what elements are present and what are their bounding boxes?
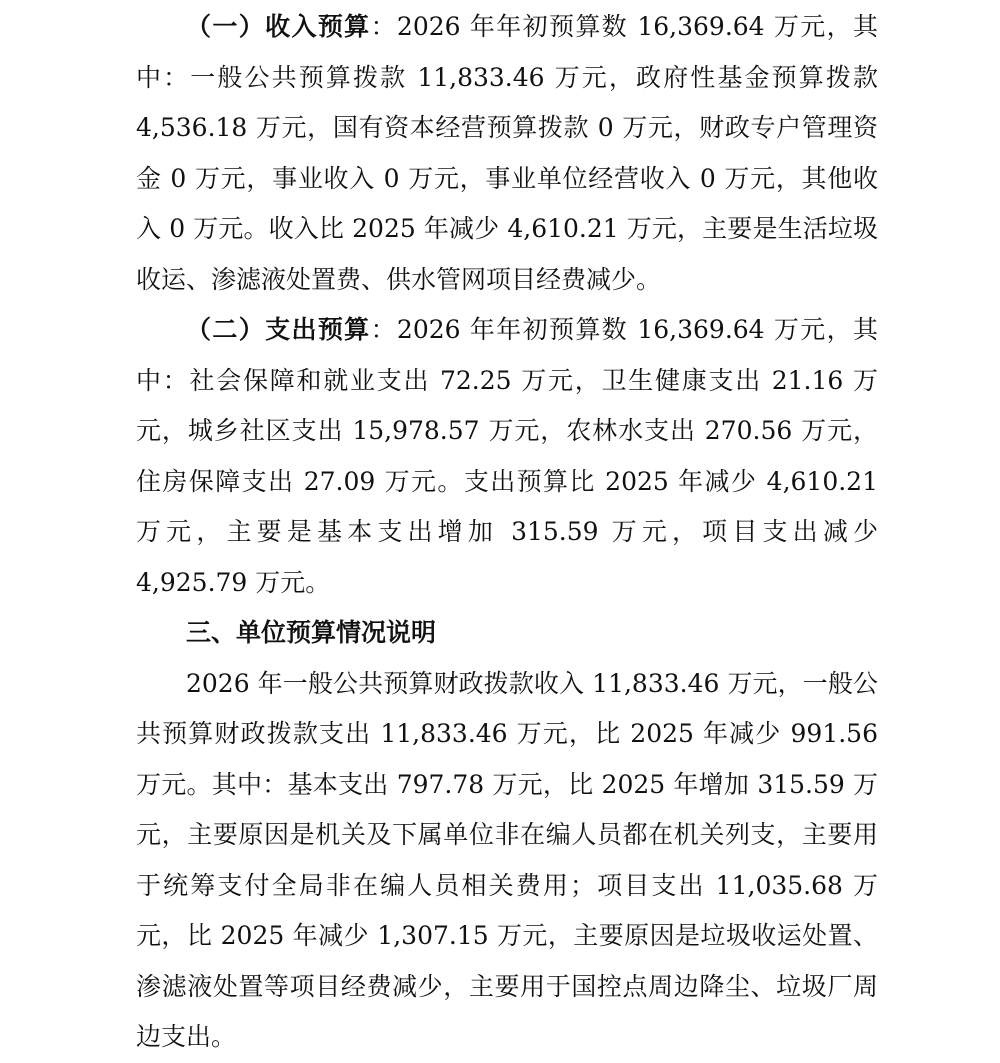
document-page	[136, 2, 878, 1063]
expenditure-budget-lead: （二）支出预算	[186, 315, 371, 344]
expenditure-budget-text: ：2026 年年初预算数 16,369.64 万元，其中：社会保障和就业支出 72.25 万元，卫生健康支出 21.16 万元，城乡社区支出 15,978.57 万元，农林水支出 270.56 万元，住房保障支出 27.09 万元。支出预算比 2025 年减少 4,610.21 万元，主要是基本支出增加 315.59 万元，项目支出减少 4,925.79 万元。	[136, 315, 878, 597]
unit-budget-paragraph: 2026 年一般公共预算财政拨款收入 11,833.46 万元，一般公共预算财政拨款支出 11,833.46 万元，比 2025 年减少 991.56 万元。其中：基本支出 797.78 万元，比 2025 年增加 315.59 万元，主要原因是机关及下属单位非在编人员都在机关列支，主要用于统筹支付全局非在编人员相关费用；项目支出 11,035.68 万元，比 2025 年减少 1,307.15 万元，主要原因是垃圾收运处置、渗滤液处置等项目经费减少，主要用于国控点周边降尘、垃圾厂周边支出。	[136, 668, 878, 1051]
expenditure-budget-paragraph	[136, 305, 878, 608]
income-budget-paragraph	[136, 2, 878, 305]
income-budget-text: ：2026 年年初预算数 16,369.64 万元，其中：一般公共预算拨款 11,833.46 万元，政府性基金预算拨款 4,536.18 万元，国有资本经营预算拨款 0 万元，财政专户管理资金 0 万元，事业收入 0 万元，事业单位经营收入 0 万元，其他收入 0 万元。收入比 2025 年减少 4,610.21 万元，主要是生活垃圾收运、渗滤液处置费、供水管网项目经费减少。	[136, 12, 878, 294]
unit-budget-heading: 三、单位预算情况说明	[186, 618, 437, 647]
income-budget-lead: （一）收入预算	[186, 12, 371, 41]
